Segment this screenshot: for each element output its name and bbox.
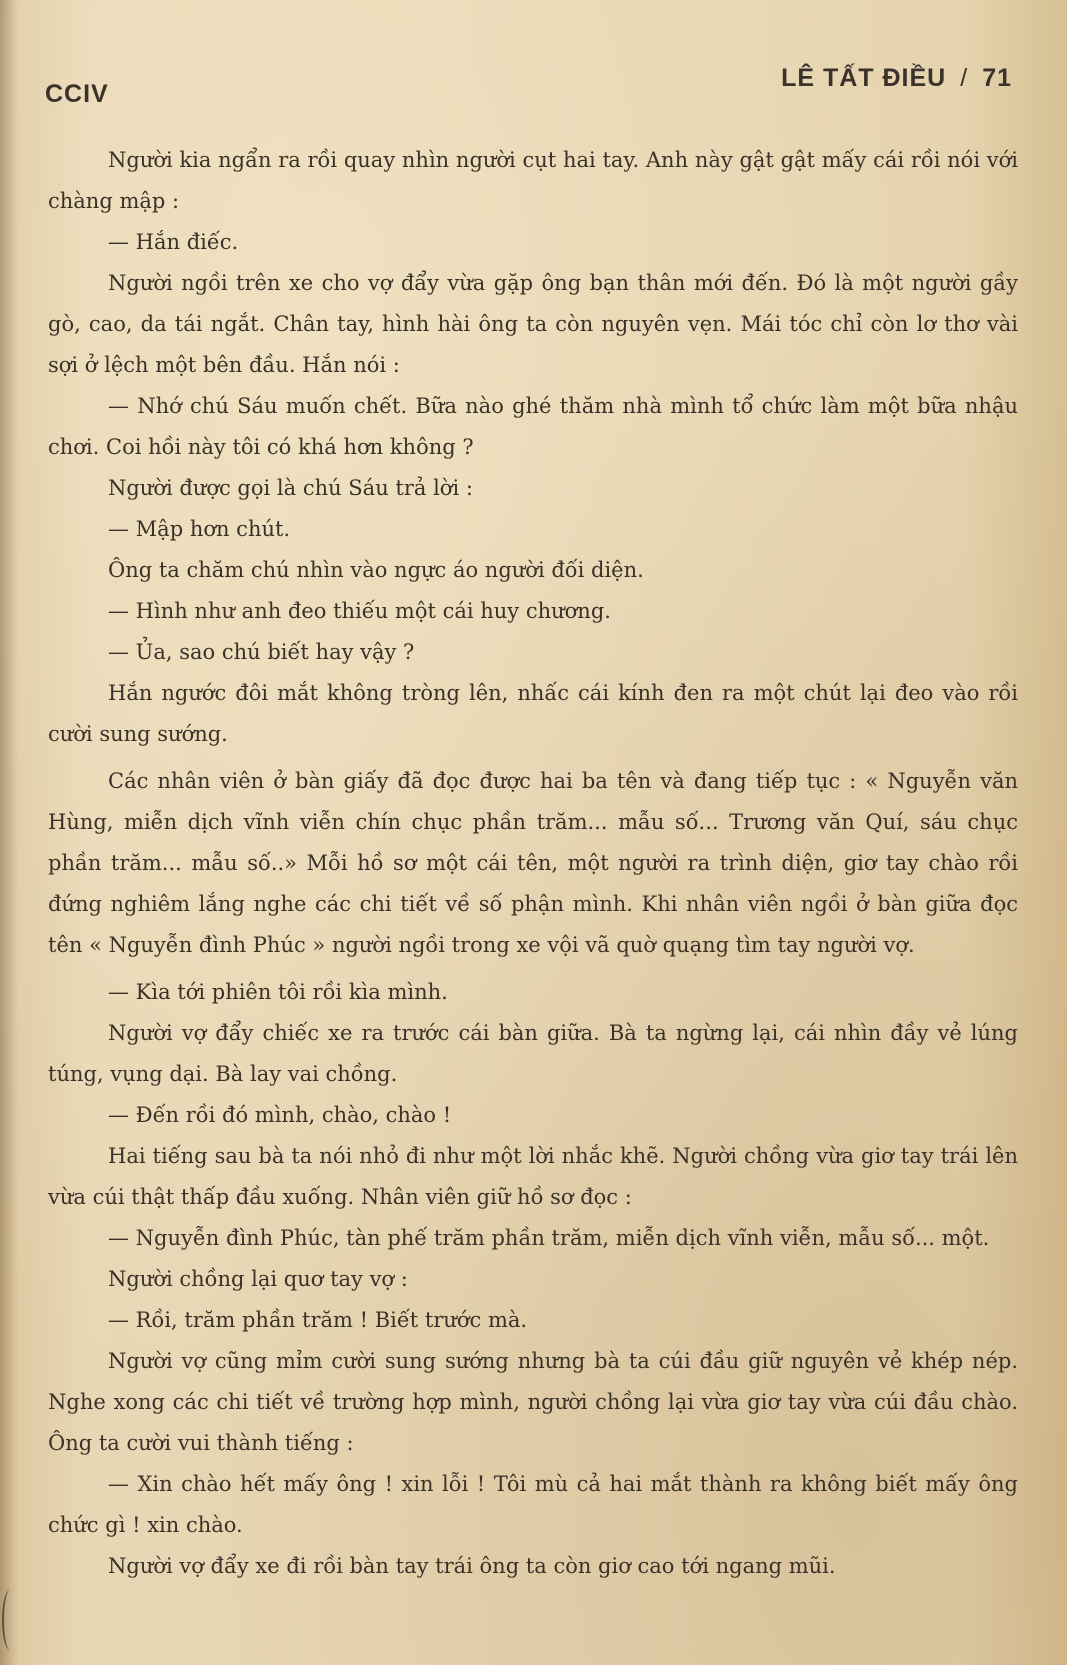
paragraph: Ông ta chăm chú nhìn vào ngực áo người đối diện. [108,558,644,582]
dialogue-line: — Xin chào hết mấy ông ! xin lỗi ! Tôi mù cả hai mắt thành ra không biết mấy ông chức gì ! xin chào. [48,1472,1018,1537]
dialogue-line: — Ủa, sao chú biết hay vậy ? [108,640,415,664]
dialogue-line: — Đến rồi đó mình, chào, chào ! [108,1103,452,1127]
binding-shadow [0,0,18,1665]
paragraph: Người ngồi trên xe cho vợ đẩy vừa gặp ông bạn thân mới đến. Đó là một người gầy gò, cao, da tái ngắt. Chân tay, hình hài ông ta còn nguyên vẹn. Mái tóc chỉ còn lơ thơ vài sợi ở lệch một bên đầu. Hắn nói : [48,271,1018,377]
dialogue-line: — Nguyễn đình Phúc, tàn phế trăm phần trăm, miễn dịch vĩnh viễn, mẫu số... một. [108,1226,990,1250]
dialogue-line: — Hình như anh đeo thiếu một cái huy chương. [108,599,611,623]
section-number: CCIV [45,80,109,108]
dialogue-line: — Kìa tới phiên tôi rồi kìa mình. [108,980,448,1004]
dialogue-line: — Mập hơn chút. [108,517,291,541]
paragraph: Người vợ đẩy xe đi rồi bàn tay trái ông ta còn giơ cao tới ngang mũi. [108,1554,836,1578]
running-header [781,64,1012,93]
page-number: 71 [982,64,1012,92]
paragraph: Các nhân viên ở bàn giấy đã đọc được hai ba tên và đang tiếp tục : « Nguyễn văn Hùng, miễn dịch vĩnh viễn chín chục phần trăm... mẫu số... Trương văn Quí, sáu chục phần trăm... mẫu số..» Mỗi hồ sơ một cái tên, một người ra trình diện, giơ tay chào rồi đứng nghiêm lắng nghe các chi tiết về số phận mình. Khi nhân viên ngồi ở bàn giữa đọc tên « Nguyễn đình Phúc » người ngồi trong xe vội vã quờ quạng tìm tay người vợ. [48,769,1018,957]
paragraph: Người vợ đẩy chiếc xe ra trước cái bàn giữa. Bà ta ngừng lại, cái nhìn đầy vẻ lúng túng, vụng dại. Bà lay vai chồng. [48,1021,1018,1086]
page-edge-curl [2,1590,18,1650]
dialogue-line: — Rồi, trăm phần trăm ! Biết trước mà. [108,1308,528,1332]
author-name: LÊ TẤT ĐIỀU [781,64,947,92]
paragraph: Người kia ngẩn ra rồi quay nhìn người cụt hai tay. Anh này gật gật mấy cái rồi nói với chàng mập : [48,148,1018,213]
dialogue-line: — Nhớ chú Sáu muốn chết. Bữa nào ghé thăm nhà mình tổ chức làm một bữa nhậu chơi. Coi hồi này tôi có khá hơn không ? [48,394,1018,459]
paragraph: Người được gọi là chú Sáu trả lời : [108,476,473,500]
header-separator: / [960,64,969,92]
dialogue-line: — Hắn điếc. [108,230,239,254]
paragraph: Người vợ cũng mỉm cười sung sướng nhưng bà ta cúi đầu giữ nguyên vẻ khép nép. Nghe xong các chi tiết về trường hợp mình, người chồng lại vừa giơ tay vừa cúi đầu chào. Ông ta cười vui thành tiếng : [48,1349,1018,1455]
body-text [48,140,1018,1587]
paragraph: Hắn ngước đôi mắt không tròng lên, nhấc cái kính đen ra một chút lại đeo vào rồi cười sung sướng. [48,681,1018,746]
paragraph: Hai tiếng sau bà ta nói nhỏ đi như một lời nhắc khẽ. Người chồng vừa giơ tay trái lên vừa cúi thật thấp đầu xuống. Nhân viên giữ hồ sơ đọc : [48,1144,1018,1209]
paragraph: Người chồng lại quơ tay vợ : [108,1267,408,1291]
